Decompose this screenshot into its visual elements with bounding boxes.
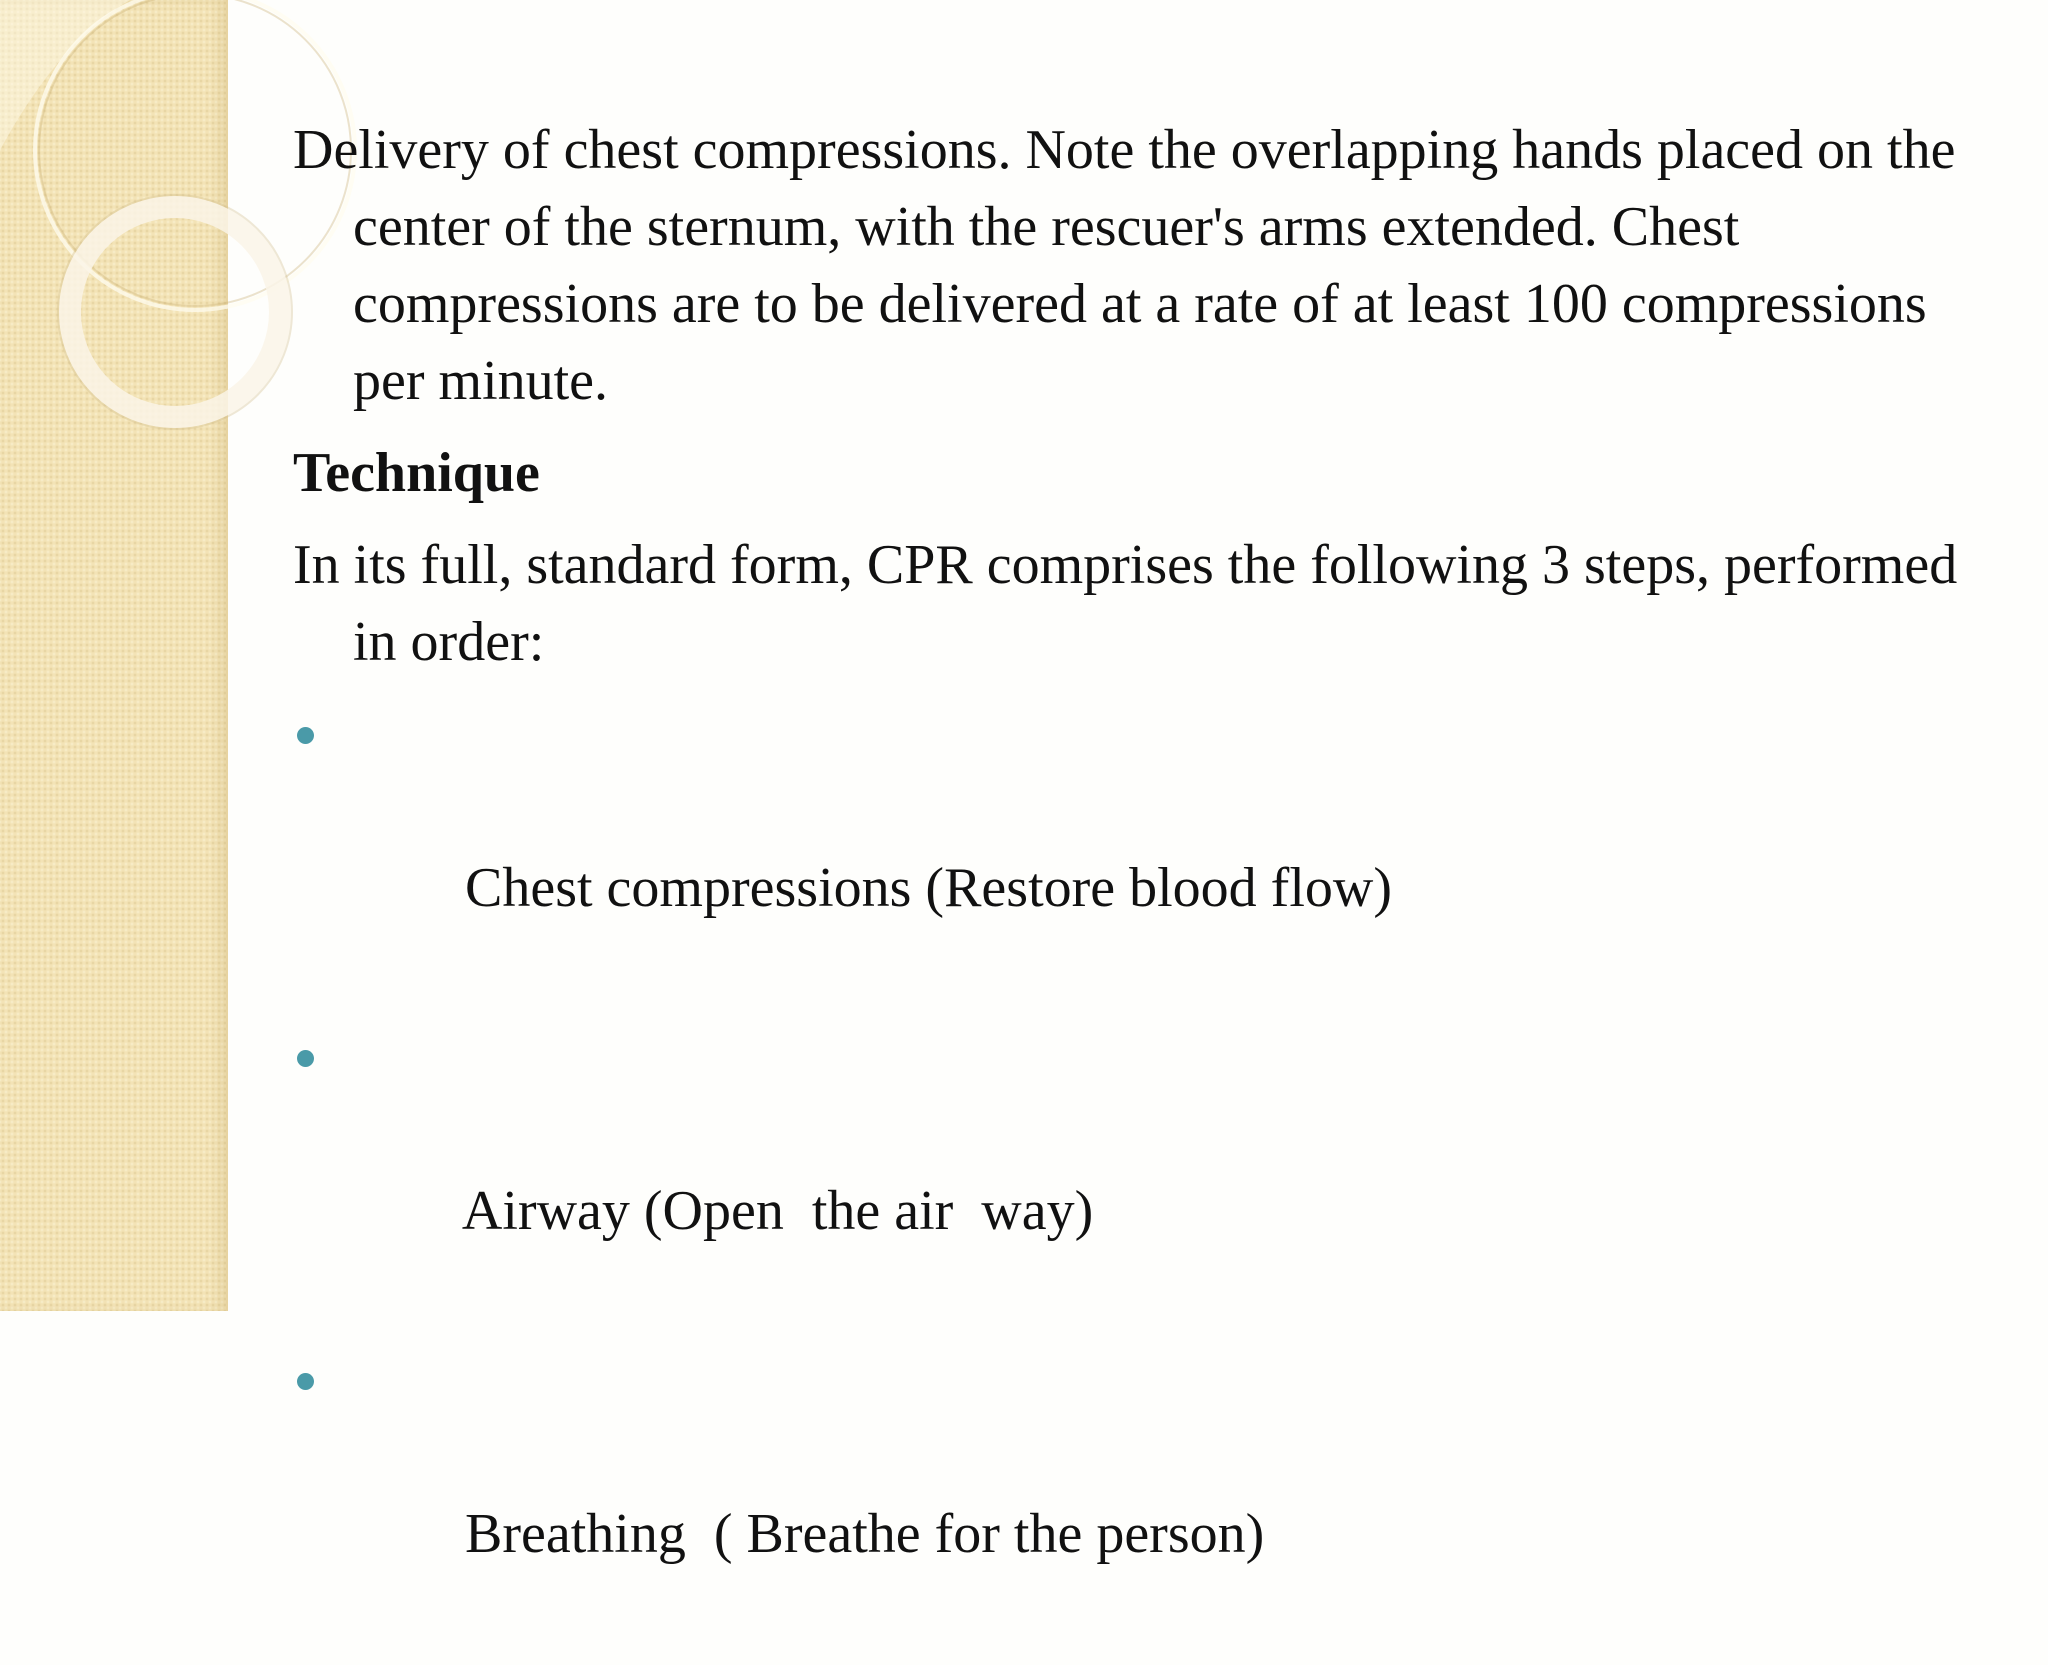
list-item-label: Breathing ( Breathe for the person) bbox=[465, 1503, 1265, 1565]
decorative-sidebar bbox=[0, 0, 228, 1311]
bullet-dot-icon bbox=[297, 1373, 314, 1390]
slide-content bbox=[293, 112, 1993, 1665]
list-item bbox=[293, 1019, 1993, 1327]
list-item-label: Chest compressions (Restore blood flow) bbox=[465, 857, 1392, 919]
technique-paragraph: In its full, standard form, CPR comprises the following 3 steps, performed in order: bbox=[293, 534, 1958, 673]
steps-list bbox=[293, 696, 1993, 1650]
decorative-rings-icon bbox=[0, 0, 226, 460]
section-heading: Technique bbox=[293, 442, 540, 504]
list-item-label: Airway (Open the air way) bbox=[461, 1180, 1094, 1242]
list-item bbox=[293, 1342, 1993, 1650]
bullet-dot-icon bbox=[297, 1050, 314, 1067]
intro-paragraph: Delivery of chest compressions. Note the overlapping hands placed on the center of the sternum, with the rescuer's arms extended. Chest compressions are to be delivered at a rate of at least 100 compressions per minute. bbox=[293, 119, 1956, 412]
bullet-dot-icon bbox=[297, 727, 314, 744]
list-item bbox=[293, 696, 1993, 1004]
